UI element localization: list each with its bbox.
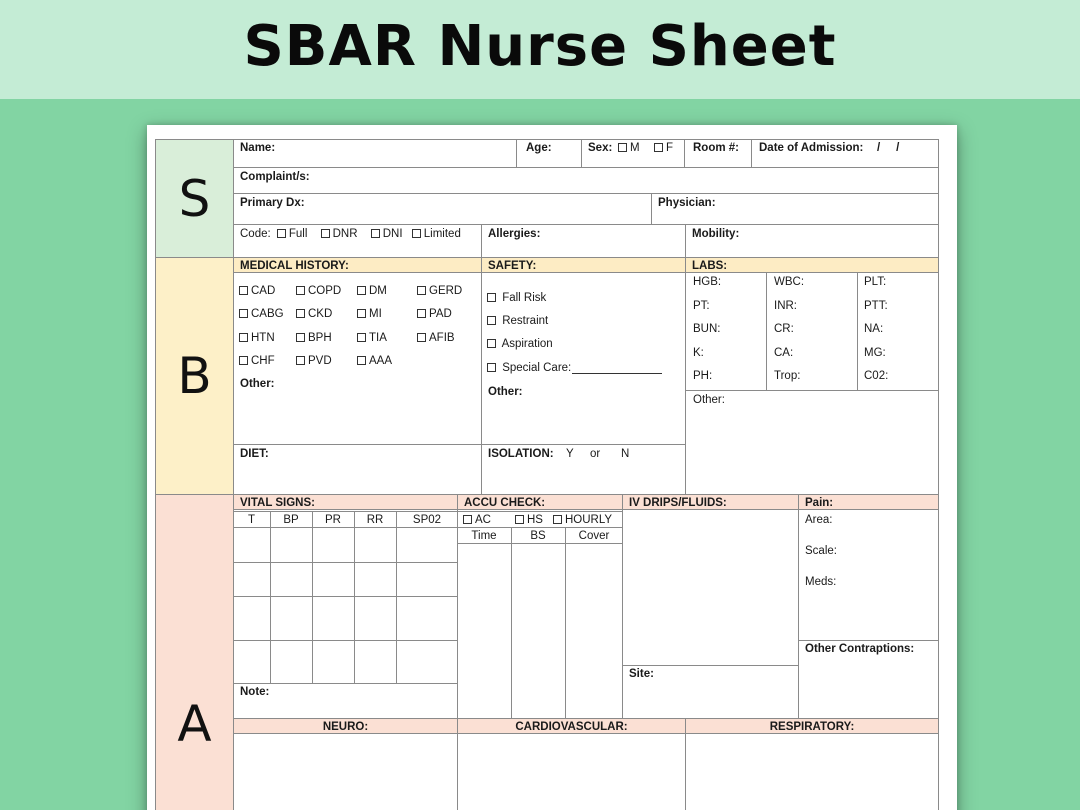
checkbox-icon — [487, 316, 496, 325]
history-item[interactable]: TIA — [357, 331, 387, 345]
code-status — [240, 227, 461, 241]
accu-col-header: Time — [471, 530, 497, 542]
note-field[interactable]: Note: — [240, 686, 270, 698]
other-contraptions-field[interactable]: Other Contraptions: — [805, 643, 915, 655]
history-item[interactable]: COPD — [296, 284, 341, 298]
vitals-col-header: BP — [283, 514, 299, 526]
diet-field[interactable]: DIET: — [240, 448, 269, 460]
iv-drips-header: IV DRIPS/FLUIDS: — [629, 497, 727, 509]
checkbox-icon — [417, 309, 426, 318]
lab-field[interactable]: PT: — [693, 300, 710, 312]
checkbox-icon — [357, 286, 366, 295]
title-banner — [0, 0, 1080, 99]
history-item[interactable]: CHF — [239, 354, 275, 368]
lab-field[interactable]: Trop: — [774, 370, 801, 382]
checkbox-icon — [618, 143, 627, 152]
safety-item[interactable]: Restraint — [487, 314, 548, 328]
sex-m-label: M — [630, 142, 640, 154]
labs-other-field[interactable]: Other: — [693, 394, 725, 406]
lab-field[interactable]: HGB: — [693, 276, 722, 288]
lab-field[interactable]: MG: — [864, 347, 886, 359]
safety-header: SAFETY: — [488, 260, 537, 272]
lab-field[interactable]: K: — [693, 347, 704, 359]
checkbox-icon — [487, 293, 496, 302]
accu-col-header: BS — [530, 530, 546, 542]
cardiovascular-header: CARDIOVASCULAR: — [515, 721, 628, 733]
checkbox-icon — [239, 333, 248, 342]
history-item[interactable]: PAD — [417, 307, 452, 321]
safety-item[interactable]: Special Care: — [487, 361, 571, 375]
pain-scale-field[interactable]: Scale: — [805, 545, 837, 557]
code-dni-label: DNI — [382, 228, 403, 240]
sex-f-label: F — [666, 142, 674, 154]
lab-field[interactable]: INR: — [774, 300, 797, 312]
section-a: A — [155, 494, 234, 810]
age-field[interactable]: Age: — [526, 142, 552, 154]
pain-meds-field[interactable]: Meds: — [805, 576, 837, 588]
primary-dx-field[interactable]: Primary Dx: — [240, 197, 305, 209]
lab-field[interactable]: BUN: — [693, 323, 721, 335]
physician-field[interactable]: Physician: — [658, 197, 716, 209]
accu-col-header: Cover — [578, 530, 610, 542]
checkbox-icon — [296, 356, 305, 365]
lab-field[interactable]: PH: — [693, 370, 713, 382]
isolation-or: or — [590, 448, 601, 460]
lab-field[interactable]: NA: — [864, 323, 884, 335]
pain-area-field[interactable]: Area: — [805, 514, 833, 526]
lab-field[interactable]: PLT: — [864, 276, 887, 288]
checkbox-icon — [417, 333, 426, 342]
isolation-label: ISOLATION: — [488, 448, 554, 460]
checkbox-icon — [515, 515, 524, 524]
admission-date-slashes: / / — [877, 142, 900, 154]
checkbox-icon — [296, 309, 305, 318]
accu-hourly-checkbox[interactable]: HOURLY — [553, 513, 612, 527]
allergies-field[interactable]: Allergies: — [488, 228, 541, 240]
lab-field[interactable]: PTT: — [864, 300, 888, 312]
history-other-field[interactable]: Other: — [240, 378, 275, 390]
checkbox-icon — [357, 309, 366, 318]
checkbox-icon — [553, 515, 562, 524]
history-item[interactable]: GERD — [417, 284, 462, 298]
checkbox-icon — [296, 286, 305, 295]
checkbox-icon — [239, 286, 248, 295]
safety-item[interactable]: Aspiration — [487, 337, 553, 351]
checkbox-icon[interactable] — [412, 229, 421, 238]
labs-header: LABS: — [692, 260, 728, 272]
lab-field[interactable]: C02: — [864, 370, 889, 382]
history-item[interactable]: HTN — [239, 331, 275, 345]
accu-check-header: ACCU CHECK: — [464, 497, 546, 509]
checkbox-icon[interactable] — [277, 229, 286, 238]
checkbox-icon[interactable] — [371, 229, 380, 238]
checkbox-icon — [417, 286, 426, 295]
sex-label: Sex: — [588, 142, 613, 154]
mobility-field[interactable]: Mobility: — [692, 228, 740, 240]
vitals-col-header: SP02 — [412, 514, 442, 526]
vitals-col-header: PR — [325, 514, 341, 526]
code-full-label: Full — [288, 228, 308, 240]
history-item[interactable]: PVD — [296, 354, 332, 368]
isolation-no[interactable]: N — [621, 448, 630, 460]
checkbox-icon — [239, 309, 248, 318]
pain-header: Pain: — [805, 497, 834, 509]
history-item[interactable]: CAD — [239, 284, 275, 298]
medical-history-header: MEDICAL HISTORY: — [240, 260, 349, 272]
room-field[interactable]: Room #: — [693, 142, 739, 154]
site-field[interactable]: Site: — [629, 668, 654, 680]
checkbox-icon — [357, 356, 366, 365]
checkbox-icon — [487, 339, 496, 348]
history-item[interactable]: DM — [357, 284, 387, 298]
history-item[interactable]: MI — [357, 307, 382, 321]
checkbox-icon[interactable] — [321, 229, 330, 238]
sbar-sheet — [147, 125, 957, 810]
respiratory-header: RESPIRATORY: — [769, 721, 855, 733]
section-b: B — [155, 257, 234, 495]
checkbox-icon — [463, 515, 472, 524]
admission-date-field[interactable]: Date of Admission: — [759, 142, 864, 154]
history-item[interactable]: BPH — [296, 331, 332, 345]
safety-other-field[interactable]: Other: — [488, 386, 523, 398]
isolation-yes[interactable]: Y — [566, 448, 574, 460]
vital-signs-header: VITAL SIGNS: — [240, 497, 315, 509]
code-dnr-label: DNR — [332, 228, 358, 240]
accu-hs-checkbox[interactable]: HS — [515, 513, 543, 527]
page-title: SBAR Nurse Sheet — [243, 14, 837, 79]
checkbox-icon — [357, 333, 366, 342]
checkbox-icon — [239, 356, 248, 365]
code-limited-label: Limited — [423, 228, 461, 240]
accu-ac-checkbox[interactable]: AC — [463, 513, 491, 527]
lab-field[interactable]: CA: — [774, 347, 794, 359]
lab-field[interactable]: CR: — [774, 323, 794, 335]
name-field[interactable]: Name: — [240, 142, 276, 154]
safety-item[interactable]: Fall Risk — [487, 291, 546, 305]
sex-m-checkbox[interactable] — [618, 141, 640, 155]
checkbox-icon — [487, 363, 496, 372]
checkbox-icon — [654, 143, 663, 152]
history-item[interactable]: AAA — [357, 354, 392, 368]
history-item[interactable]: AFIB — [417, 331, 455, 345]
lab-field[interactable]: WBC: — [774, 276, 805, 288]
vitals-col-header: RR — [366, 514, 384, 526]
vitals-col-header: T — [247, 514, 256, 526]
code-label: Code: — [240, 228, 271, 240]
neuro-header: NEURO: — [322, 721, 369, 733]
section-s: S — [155, 139, 234, 258]
complaints-field[interactable]: Complaint/s: — [240, 171, 310, 183]
checkbox-icon — [296, 333, 305, 342]
history-item[interactable]: CABG — [239, 307, 284, 321]
sex-f-checkbox[interactable] — [654, 141, 673, 155]
history-item[interactable]: CKD — [296, 307, 332, 321]
special-care-line[interactable] — [572, 373, 662, 374]
